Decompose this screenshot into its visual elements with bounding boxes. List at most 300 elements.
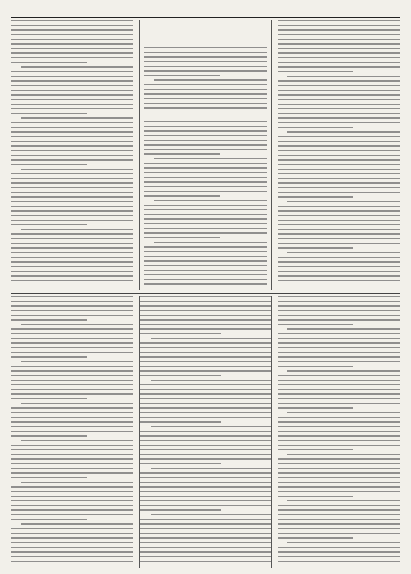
text-line (278, 523, 400, 524)
text-line (278, 361, 400, 362)
text-line (144, 89, 266, 90)
text-line (140, 533, 270, 534)
text-line (11, 34, 133, 35)
text-line (278, 421, 400, 422)
text-line (278, 99, 400, 100)
text-line (278, 243, 400, 244)
article-subheadline (144, 32, 266, 40)
text-line (140, 500, 270, 501)
text-line (278, 271, 400, 272)
text-line (278, 117, 400, 118)
text-line (11, 328, 133, 329)
text-line (140, 537, 270, 538)
text-line (278, 210, 400, 211)
text-line (278, 127, 354, 128)
text-line (11, 76, 133, 77)
text-line (287, 252, 400, 253)
article-headline (144, 20, 266, 32)
text-line (11, 257, 133, 258)
text-line (11, 542, 133, 543)
bottom-middle-column (139, 296, 271, 568)
text-line (278, 482, 400, 483)
text-line (278, 319, 400, 320)
text-line (144, 70, 266, 71)
text-line (144, 93, 266, 94)
text-line (11, 296, 133, 297)
text-line (144, 256, 266, 257)
text-line (11, 215, 133, 216)
text-line (11, 20, 133, 21)
bottom-right-column (278, 296, 400, 568)
text-line (11, 389, 133, 390)
text-line (140, 556, 270, 557)
text-line (11, 155, 133, 156)
text-line (11, 305, 133, 306)
text-line (11, 338, 133, 339)
text-line (11, 131, 133, 132)
text-line (278, 94, 400, 95)
text-line (21, 523, 134, 524)
text-line (140, 310, 270, 311)
text-line (278, 238, 400, 239)
text-line (11, 556, 133, 557)
text-line (278, 338, 400, 339)
text-line (278, 224, 400, 225)
bottom-left-column (11, 296, 133, 568)
bottom-columns (11, 296, 400, 568)
text-line (278, 537, 354, 538)
text-line (144, 265, 266, 266)
text-line (11, 252, 133, 253)
text-line (140, 328, 270, 329)
text-line (144, 75, 220, 76)
text-line (11, 533, 133, 534)
text-line (140, 296, 270, 297)
text-line (278, 440, 400, 441)
text-line (278, 496, 354, 497)
text-line (11, 25, 133, 26)
text-line (144, 209, 266, 210)
top-right-text-block (278, 20, 400, 285)
text-line (11, 182, 133, 183)
text-line (21, 229, 134, 230)
bottom-left-text-block (11, 296, 133, 565)
text-line (11, 458, 133, 459)
text-line (11, 347, 133, 348)
text-line (11, 196, 133, 197)
text-line (11, 561, 133, 562)
text-line (11, 319, 87, 320)
text-line (11, 62, 87, 63)
text-line (154, 79, 267, 80)
text-line (278, 80, 400, 81)
text-line (140, 523, 270, 524)
text-line (278, 29, 400, 30)
text-line (21, 482, 134, 483)
text-line (140, 398, 270, 399)
text-line (144, 246, 266, 247)
text-line (144, 103, 266, 104)
text-line (140, 361, 270, 362)
text-line (140, 472, 270, 473)
text-line (144, 84, 266, 85)
text-line (144, 107, 266, 108)
text-line (144, 121, 266, 122)
text-line (21, 169, 134, 170)
horizontal-rule (11, 293, 400, 294)
text-line (140, 431, 270, 432)
text-line (151, 338, 271, 339)
text-line (278, 519, 400, 520)
top-columns (11, 20, 400, 290)
text-line (278, 389, 400, 390)
text-line (278, 505, 400, 506)
text-line (11, 266, 133, 267)
text-line (11, 127, 133, 128)
text-line (278, 449, 354, 450)
top-left-column (11, 20, 133, 290)
text-line (144, 191, 266, 192)
text-line (278, 220, 400, 221)
text-line (140, 477, 270, 478)
text-line (11, 486, 133, 487)
text-line (140, 384, 270, 385)
text-line (287, 370, 400, 371)
text-line (278, 52, 400, 53)
text-line (140, 496, 270, 497)
text-line (11, 201, 133, 202)
text-line (278, 486, 400, 487)
text-line (11, 145, 133, 146)
text-line (140, 435, 270, 436)
text-line (144, 47, 266, 48)
text-line (140, 417, 270, 418)
text-line (144, 270, 266, 271)
text-line (278, 233, 400, 234)
text-line (144, 232, 266, 233)
bottom-right-text-block (278, 296, 400, 565)
text-line (278, 528, 400, 529)
text-line (11, 435, 87, 436)
text-line (11, 173, 133, 174)
text-line (144, 181, 266, 182)
text-line (11, 472, 133, 473)
text-line (144, 56, 266, 57)
middle-text-block-2 (144, 121, 266, 288)
text-line (140, 486, 270, 487)
text-line (278, 375, 400, 376)
text-line (144, 98, 266, 99)
text-line (278, 90, 400, 91)
text-line (278, 310, 400, 311)
middle-text-1-wrapper (144, 47, 266, 113)
text-line (140, 356, 270, 357)
text-line (278, 141, 400, 142)
text-line (140, 454, 270, 455)
text-line (11, 164, 87, 165)
text-line (278, 514, 400, 515)
text-line (144, 186, 266, 187)
text-line (11, 551, 133, 552)
masthead (11, 5, 400, 18)
text-line (11, 412, 133, 413)
text-line (140, 389, 270, 390)
text-line (11, 224, 87, 225)
text-line (11, 275, 133, 276)
text-line (21, 324, 134, 325)
text-line (278, 301, 400, 302)
text-line (140, 449, 270, 450)
text-line (11, 48, 133, 49)
text-line (278, 403, 400, 404)
text-line (11, 398, 87, 399)
text-line (278, 435, 400, 436)
text-line (11, 454, 133, 455)
text-line (11, 52, 133, 53)
text-line (140, 375, 221, 376)
text-line (140, 370, 270, 371)
text-line (278, 561, 400, 562)
text-line (140, 301, 270, 302)
text-line (278, 384, 400, 385)
text-line (140, 347, 270, 348)
text-line (144, 126, 266, 127)
text-line (11, 463, 133, 464)
text-line (144, 279, 266, 280)
text-line (140, 561, 270, 562)
text-line (278, 136, 400, 137)
text-line (11, 370, 133, 371)
text-line (278, 25, 400, 26)
text-line (140, 505, 270, 506)
text-line (11, 104, 133, 105)
middle-text-2-wrapper (144, 121, 266, 291)
text-line (11, 122, 133, 123)
text-line (144, 149, 266, 150)
article-byline (144, 40, 266, 47)
text-line (11, 384, 133, 385)
text-line (140, 315, 270, 316)
text-line (144, 167, 266, 168)
text-line (278, 196, 354, 197)
text-line (144, 163, 266, 164)
text-line (278, 352, 400, 353)
text-line (11, 528, 133, 529)
text-line (287, 131, 400, 132)
text-line (278, 85, 400, 86)
text-line (140, 458, 270, 459)
text-line (11, 301, 133, 302)
text-line (278, 229, 400, 230)
text-line (140, 542, 270, 543)
text-line (278, 417, 400, 418)
text-line (11, 505, 133, 506)
text-line (278, 155, 400, 156)
text-line (11, 477, 87, 478)
text-line (278, 257, 400, 258)
text-line (287, 542, 400, 543)
text-line (278, 366, 354, 367)
text-line (140, 509, 221, 510)
text-line (11, 210, 133, 211)
text-line (11, 99, 133, 100)
text-line (11, 206, 133, 207)
text-line (140, 491, 270, 492)
text-line (11, 29, 133, 30)
text-line (140, 366, 270, 367)
text-line (278, 468, 400, 469)
text-line (11, 393, 133, 394)
top-middle-column (139, 20, 271, 290)
text-line (140, 333, 221, 334)
text-line (287, 201, 400, 202)
text-line (11, 342, 133, 343)
text-line (11, 141, 133, 142)
text-line (11, 220, 133, 221)
text-line (144, 140, 266, 141)
text-line (278, 206, 400, 207)
text-line (278, 551, 400, 552)
text-line (278, 48, 400, 49)
text-line (278, 296, 400, 297)
text-line (278, 280, 400, 281)
text-line (278, 393, 400, 394)
text-line (11, 94, 133, 95)
text-line (11, 417, 133, 418)
text-line (11, 500, 133, 501)
text-line (278, 108, 400, 109)
text-line (278, 62, 400, 63)
text-line (278, 315, 400, 316)
text-line (140, 305, 270, 306)
text-line (11, 431, 133, 432)
text-line (278, 463, 400, 464)
text-line (287, 328, 400, 329)
top-left-text-block (11, 20, 133, 285)
text-line (278, 333, 400, 334)
text-line (278, 178, 400, 179)
text-line (140, 393, 270, 394)
text-line (11, 243, 133, 244)
text-line (140, 551, 270, 552)
text-line (287, 454, 400, 455)
text-line (278, 547, 400, 548)
text-line (21, 361, 134, 362)
text-line (140, 421, 221, 422)
text-line (11, 514, 133, 515)
text-line (278, 356, 400, 357)
text-line (11, 113, 87, 114)
text-line (140, 319, 270, 320)
text-line (278, 305, 400, 306)
text-line (278, 266, 400, 267)
text-line (278, 173, 400, 174)
text-line (278, 275, 400, 276)
text-line (140, 352, 270, 353)
text-line (278, 104, 400, 105)
text-line (278, 261, 400, 262)
text-line (278, 380, 400, 381)
text-line (11, 136, 133, 137)
text-line (278, 431, 400, 432)
text-line (140, 403, 270, 404)
text-line (11, 537, 133, 538)
text-line (144, 237, 220, 238)
text-line (11, 43, 133, 44)
text-line (278, 445, 400, 446)
text-line (287, 76, 400, 77)
text-line (11, 426, 133, 427)
middle-text-block-1 (144, 47, 266, 112)
text-line (278, 509, 400, 510)
text-line (11, 159, 133, 160)
text-line (278, 472, 400, 473)
text-line (278, 407, 354, 408)
text-line (278, 324, 354, 325)
text-line (151, 426, 271, 427)
text-line (140, 519, 270, 520)
text-line (154, 200, 267, 201)
text-line (278, 57, 400, 58)
text-line (278, 187, 400, 188)
text-line (278, 39, 400, 40)
text-line (154, 158, 267, 159)
text-line (278, 342, 400, 343)
text-line (11, 496, 133, 497)
text-line (140, 528, 270, 529)
text-line (11, 333, 133, 334)
text-line (11, 421, 133, 422)
text-line (144, 260, 266, 261)
text-line (278, 43, 400, 44)
text-line (140, 440, 270, 441)
text-line (144, 61, 266, 62)
text-line (11, 71, 133, 72)
text-line (278, 145, 400, 146)
text-line (11, 178, 133, 179)
text-line (278, 159, 400, 160)
text-line (21, 66, 134, 67)
bottom-middle-text-block (140, 296, 270, 565)
text-line (278, 71, 354, 72)
text-line (278, 113, 400, 114)
text-line (11, 90, 133, 91)
text-line (144, 251, 266, 252)
text-line (144, 223, 266, 224)
text-line (151, 380, 271, 381)
text-line (11, 519, 87, 520)
text-line (278, 247, 354, 248)
text-line (11, 39, 133, 40)
text-line (11, 310, 133, 311)
text-line (144, 66, 266, 67)
text-line (144, 274, 266, 275)
text-line (11, 352, 133, 353)
text-line (151, 514, 271, 515)
text-line (287, 500, 400, 501)
text-line (144, 153, 220, 154)
text-line (278, 192, 400, 193)
text-line (140, 324, 270, 325)
text-line (11, 261, 133, 262)
text-line (11, 187, 133, 188)
text-line (11, 247, 133, 248)
text-line (278, 20, 400, 21)
text-line (11, 192, 133, 193)
text-line (21, 403, 134, 404)
text-line (11, 356, 87, 357)
text-line (144, 135, 266, 136)
